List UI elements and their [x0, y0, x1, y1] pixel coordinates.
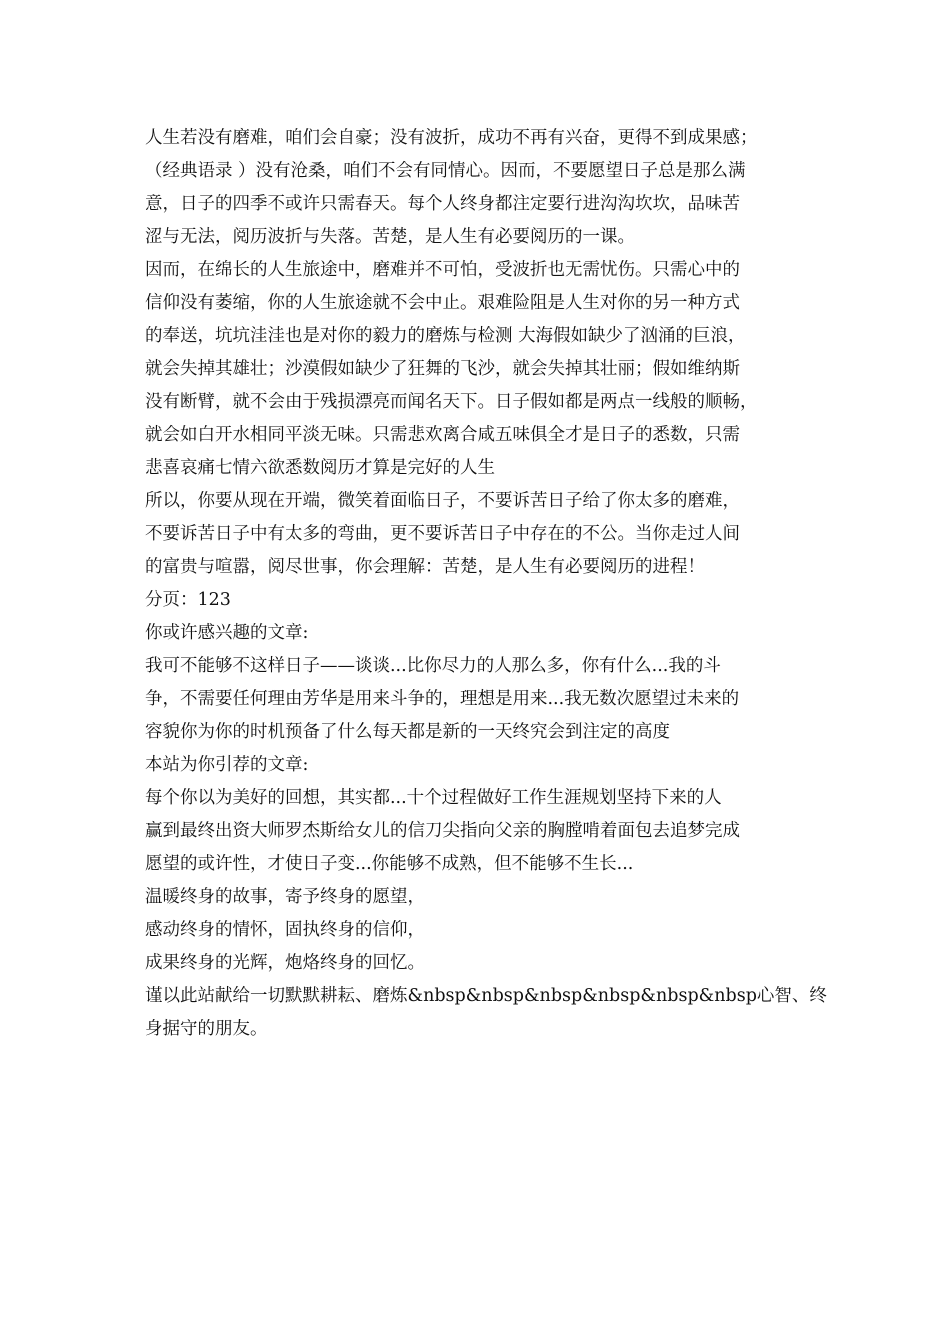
closing-line: 成果终身的光辉，炮烙终身的回忆。	[145, 953, 425, 973]
recommend-heading: 本站为你引荐的文章:	[145, 755, 309, 775]
interest-heading: 你或许感兴趣的文章:	[145, 623, 309, 643]
document-body	[145, 122, 827, 1046]
closing-line: 身据守的朋友。	[145, 1019, 268, 1039]
interest-line: 容貌你为你的时机预备了什么每天都是新的一天终究会到注定的高度	[145, 722, 670, 742]
interest-line: 我可不能够不这样日子——谈谈...比你尽力的人那么多，你有什么...我的斗	[145, 656, 721, 676]
text-line: 的富贵与喧嚣，阅尽世事，你会理解：苦楚，是人生有必要阅历的进程！	[145, 557, 705, 577]
text-line: 人生若没有磨难，咱们会自豪；没有波折，成功不再有兴奋，更得不到成果感；	[145, 128, 758, 148]
text-line: 没有断臂，就不会由于残损漂亮而闻名天下。日子假如都是两点一线般的顺畅，	[145, 392, 758, 412]
closing-line: 感动终身的情怀，固执终身的信仰，	[145, 920, 425, 940]
text-line: 就会如白开水相同平淡无味。只需悲欢离合咸五味俱全才是日子的悉数，只需	[145, 425, 740, 445]
recommend-line: 愿望的或许性，才使日子变...你能够不成熟，但不能够不生长...	[145, 854, 634, 874]
text-line: 涩与无法，阅历波折与失落。苦楚，是人生有必要阅历的一课。	[145, 227, 635, 247]
closing-line: 温暖终身的故事，寄予终身的愿望，	[145, 887, 425, 907]
text-line: 悲喜哀痛七情六欲悉数阅历才算是完好的人生	[145, 458, 495, 478]
closing-line: 谨以此站献给一切默默耕耘、磨炼&nbsp&nbsp&nbsp&nbsp&nbsp&nbsp心智、终	[145, 986, 827, 1006]
text-line: 所以，你要从现在开端，微笑着面临日子，不要诉苦日子给了你太多的磨难，	[145, 491, 740, 511]
text-line: 意，日子的四季不或许只需春天。每个人终身都注定要行进沟沟坎坎，品味苦	[145, 194, 740, 214]
recommend-line: 赢到最终出资大师罗杰斯给女儿的信刀尖指向父亲的胸膛啃着面包去追梦完成	[145, 821, 740, 841]
text-line: 就会失掉其雄壮；沙漠假如缺少了狂舞的飞沙，就会失掉其壮丽；假如维纳斯	[145, 359, 740, 379]
pagination-text: 分页：123	[145, 590, 231, 610]
interest-line: 争，不需要任何理由芳华是用来斗争的，理想是用来...我无数次愿望过未来的	[145, 689, 740, 709]
recommend-line: 每个你以为美好的回想，其实都...十个过程做好工作生涯规划坚持下来的人	[145, 788, 722, 808]
text-line: 的奉送，坑坑洼洼也是对你的毅力的磨炼与检测 大海假如缺少了汹涌的巨浪，	[145, 326, 746, 346]
text-line: 不要诉苦日子中有太多的弯曲，更不要诉苦日子中存在的不公。当你走过人间	[145, 524, 740, 544]
text-line: 信仰没有萎缩，你的人生旅途就不会中止。艰难险阻是人生对你的另一种方式	[145, 293, 740, 313]
text-line: （经典语录 ）没有沧桑，咱们不会有同情心。因而，不要愿望日子总是那么满	[145, 161, 746, 181]
text-line: 因而，在绵长的人生旅途中，磨难并不可怕，受波折也无需忧伤。只需心中的	[145, 260, 740, 280]
